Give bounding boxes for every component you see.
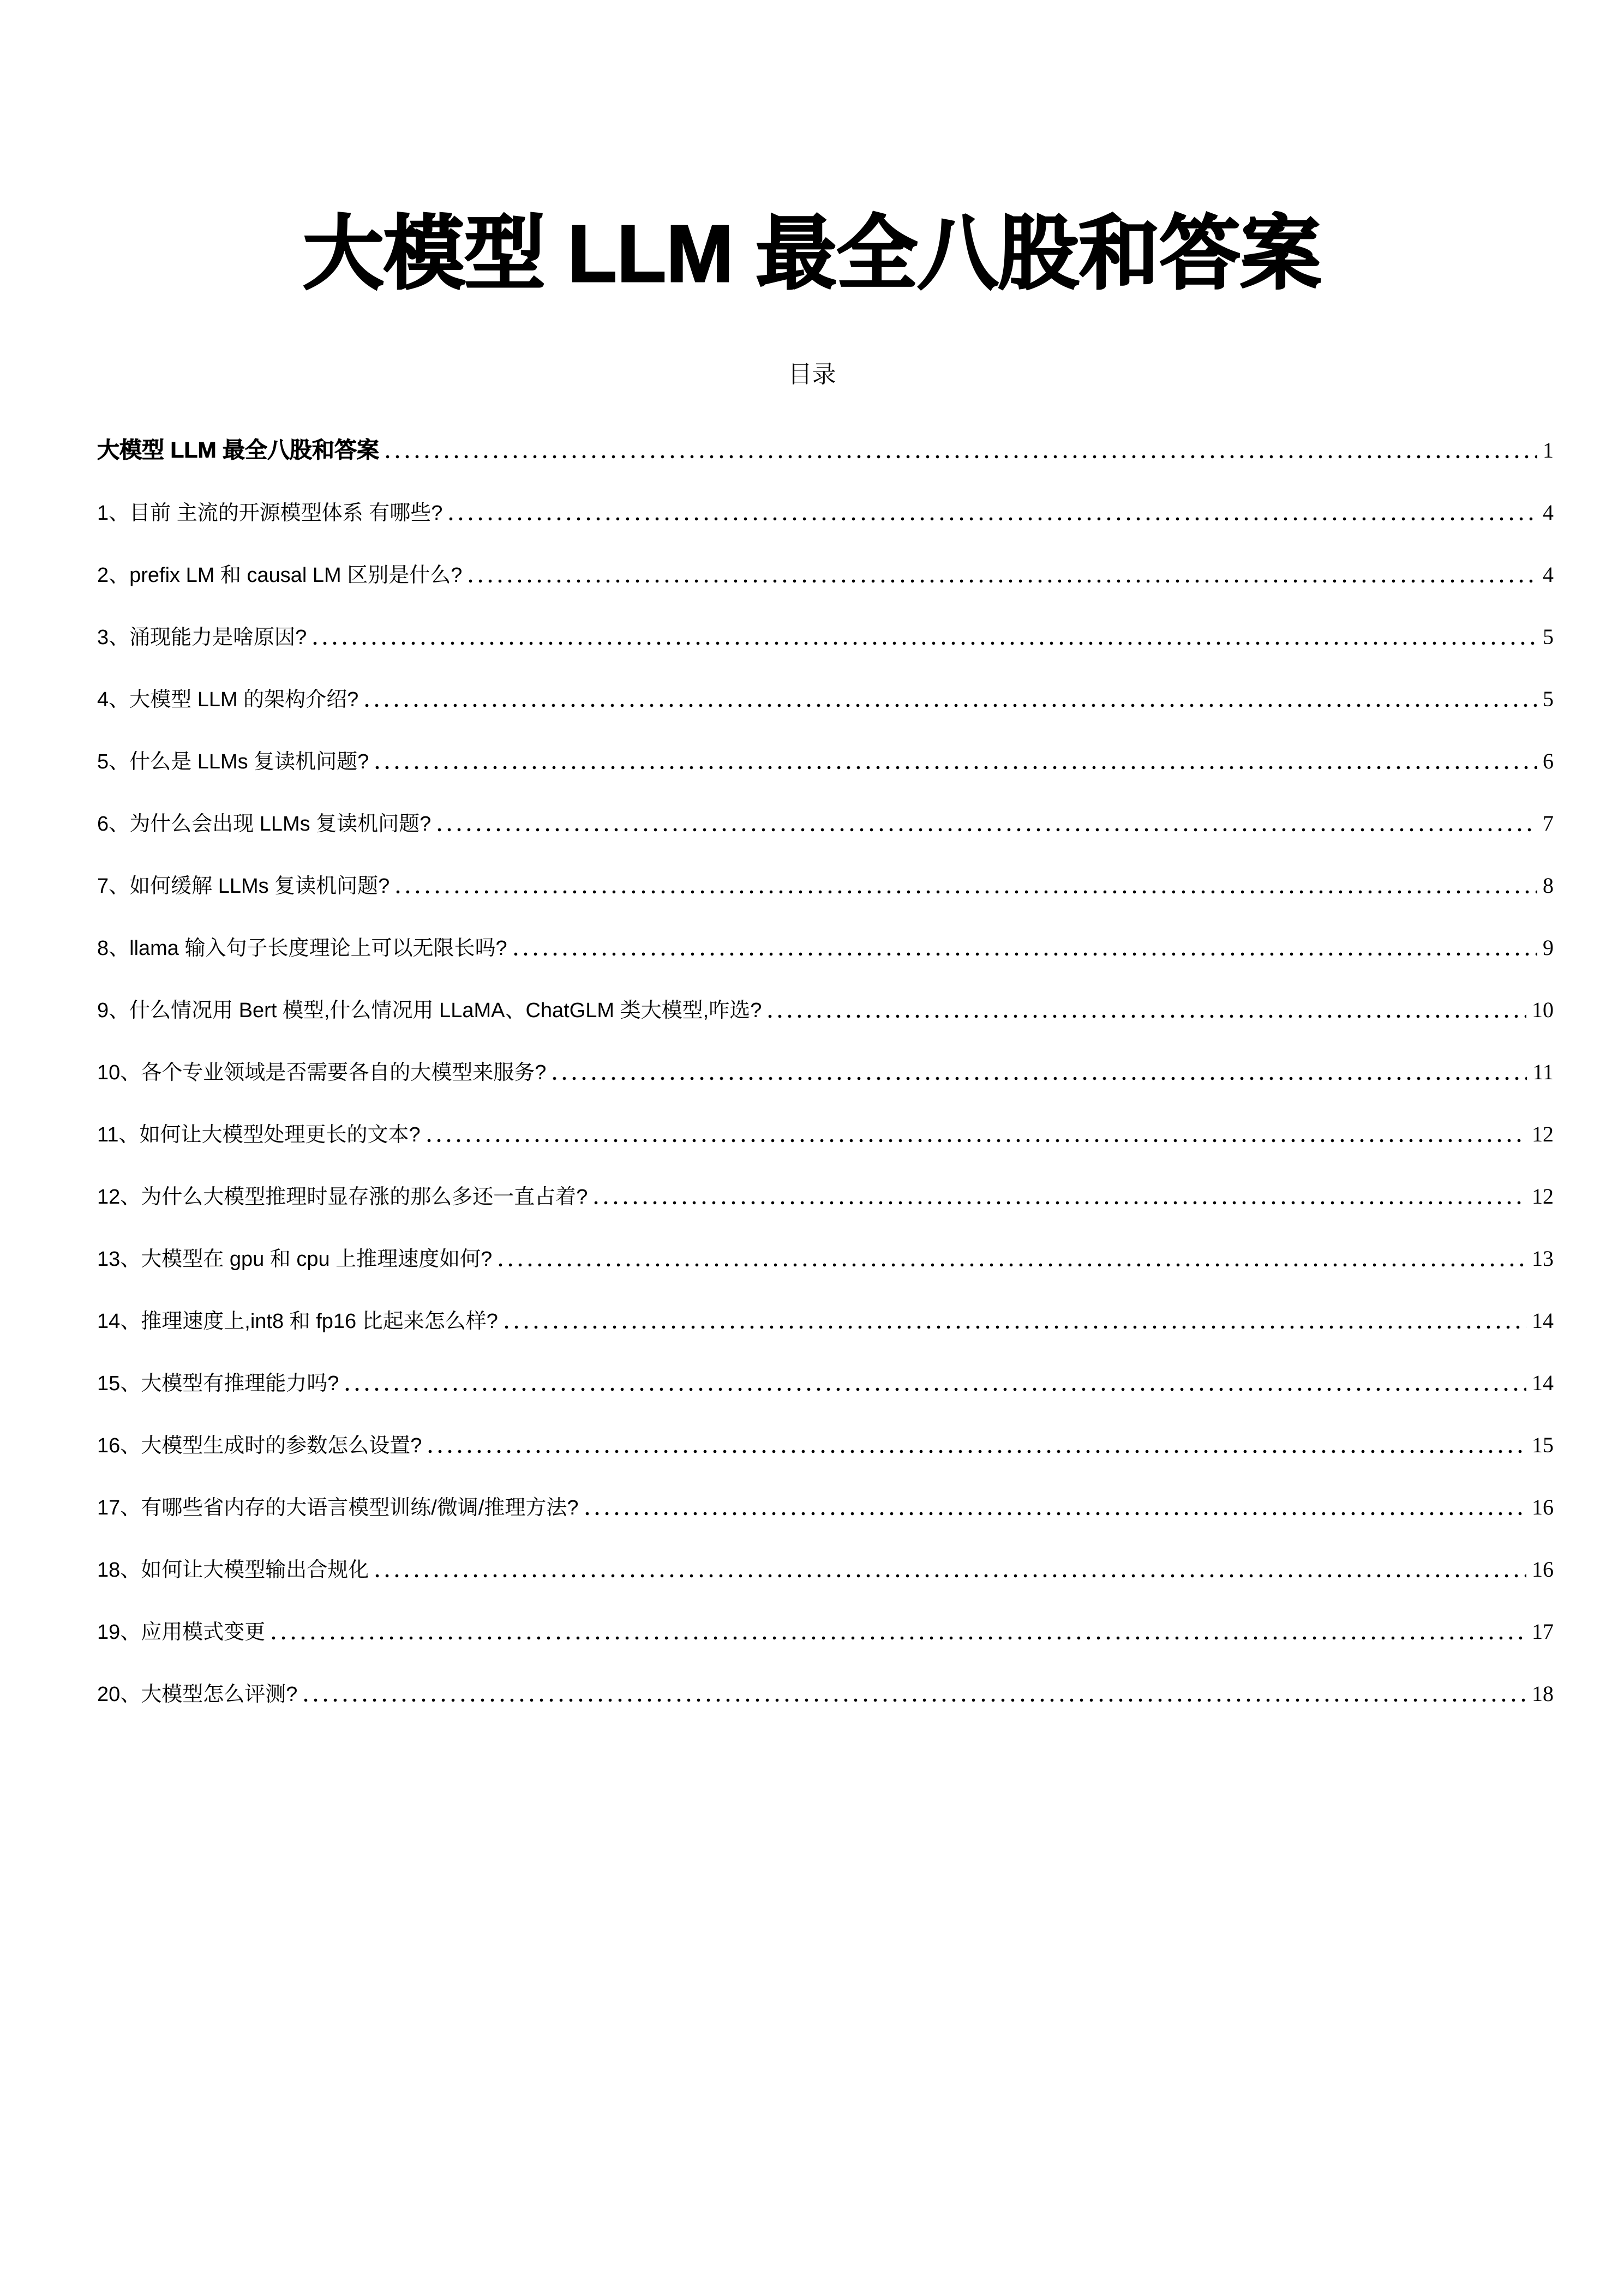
toc-entry-label: 10、各个专业领域是否需要各自的大模型来服务?: [97, 1061, 547, 1084]
toc-entry-label: 15、大模型有推理能力吗?: [97, 1372, 339, 1395]
table-of-contents: [97, 423, 1554, 1729]
toc-entry[interactable]: [97, 858, 1554, 900]
toc-dot-leader: [375, 753, 1537, 773]
toc-dot-leader: [553, 1063, 1527, 1084]
toc-entry-label: 11、如何让大模型处理更长的文本?: [97, 1123, 421, 1146]
toc-dot-leader: [505, 1312, 1526, 1333]
toc-dot-leader: [469, 566, 1537, 587]
toc-dot-leader: [585, 1499, 1526, 1519]
toc-entry[interactable]: [97, 1045, 1554, 1086]
toc-entry[interactable]: [97, 796, 1554, 838]
toc-dot-leader: [499, 1250, 1526, 1271]
toc-entry[interactable]: [97, 1356, 1554, 1397]
toc-dot-leader: [396, 877, 1537, 898]
toc-entry-label: 12、为什么大模型推理时显存涨的那么多还一直占着?: [97, 1186, 588, 1209]
toc-entry-label: 16、大模型生成时的参数怎么设置?: [97, 1434, 422, 1457]
toc-entry-page-number: 5: [1543, 624, 1554, 649]
toc-entry-label: 9、什么情况用 Bert 模型,什么情况用 LLaMA、ChatGLM 类大模型,咋选?: [97, 999, 762, 1022]
toc-entry-label: 3、涌现能力是啥原因?: [97, 626, 307, 649]
toc-entry[interactable]: [97, 672, 1554, 713]
toc-entry-label: 18、如何让大模型输出合规化: [97, 1559, 369, 1582]
toc-entry-label: 2、prefix LM 和 causal LM 区别是什么?: [97, 564, 463, 587]
toc-dot-leader: [449, 504, 1537, 525]
toc-entry[interactable]: [97, 1667, 1554, 1708]
toc-entry[interactable]: [97, 1107, 1554, 1149]
toc-entry-page-number: 8: [1543, 873, 1554, 898]
page-title: 大模型 LLM 最全八股和答案: [303, 209, 1321, 299]
toc-dot-leader: [345, 1374, 1526, 1395]
toc-dot-leader: [514, 939, 1537, 960]
toc-dot-leader: [313, 628, 1537, 649]
toc-entry[interactable]: [97, 485, 1554, 527]
toc-entry[interactable]: [97, 1604, 1554, 1646]
toc-dot-leader: [594, 1188, 1526, 1209]
toc-entry-label: 20、大模型怎么评测?: [97, 1683, 298, 1706]
table-of-contents-heading: 目录: [788, 361, 836, 388]
toc-entry[interactable]: [97, 921, 1554, 962]
toc-entry-label: 17、有哪些省内存的大语言模型训练/微调/推理方法?: [97, 1496, 579, 1519]
toc-entry[interactable]: [97, 1169, 1554, 1211]
toc-dot-leader: [428, 1436, 1526, 1457]
toc-entry[interactable]: [97, 423, 1554, 465]
toc-entry-page-number: 4: [1543, 562, 1554, 587]
toc-entry-page-number: 11: [1532, 1060, 1554, 1084]
toc-entry-label: 1、目前 主流的开源模型体系 有哪些?: [97, 502, 443, 525]
toc-entry-label: 19、应用模式变更: [97, 1621, 266, 1644]
toc-entry-page-number: 14: [1532, 1371, 1554, 1395]
toc-entry[interactable]: [97, 734, 1554, 776]
toc-entry-page-number: 10: [1532, 997, 1554, 1022]
toc-entry[interactable]: [97, 1480, 1554, 1522]
toc-entry-page-number: 9: [1543, 935, 1554, 960]
toc-dot-leader: [272, 1623, 1526, 1644]
toc-entry[interactable]: [97, 1418, 1554, 1459]
toc-entry-label: 8、llama 输入句子长度理论上可以无限长吗?: [97, 937, 507, 960]
toc-entry-page-number: 6: [1543, 749, 1554, 773]
toc-entry[interactable]: [97, 983, 1554, 1024]
toc-dot-leader: [427, 1126, 1526, 1146]
toc-entry-page-number: 1: [1543, 438, 1554, 462]
toc-entry-label: 7、如何缓解 LLMs 复读机问题?: [97, 875, 390, 898]
toc-entry-label: 5、什么是 LLMs 复读机问题?: [97, 750, 369, 773]
toc-entry-page-number: 18: [1532, 1681, 1554, 1706]
toc-entry-label: 13、大模型在 gpu 和 cpu 上推理速度如何?: [97, 1248, 493, 1271]
toc-entry[interactable]: [97, 1542, 1554, 1584]
toc-entry-page-number: 15: [1532, 1433, 1554, 1457]
toc-entry-page-number: 12: [1532, 1184, 1554, 1209]
toc-entry-page-number: 13: [1532, 1246, 1554, 1271]
toc-entry[interactable]: [97, 548, 1554, 589]
toc-entry[interactable]: [97, 1294, 1554, 1335]
toc-dot-leader: [386, 442, 1537, 462]
toc-dot-leader: [365, 690, 1537, 711]
toc-entry-label: 大模型 LLM 最全八股和答案: [97, 437, 380, 462]
toc-entry-page-number: 17: [1532, 1619, 1554, 1644]
toc-entry-page-number: 12: [1532, 1122, 1554, 1146]
toc-dot-leader: [375, 1561, 1526, 1582]
toc-entry-page-number: 7: [1543, 811, 1554, 836]
toc-entry-label: 4、大模型 LLM 的架构介绍?: [97, 688, 359, 711]
toc-dot-leader: [438, 815, 1537, 836]
toc-entry[interactable]: [97, 610, 1554, 651]
toc-entry-page-number: 16: [1532, 1557, 1554, 1582]
toc-entry-page-number: 16: [1532, 1495, 1554, 1519]
toc-entry-page-number: 5: [1543, 687, 1554, 711]
toc-entry-page-number: 4: [1543, 500, 1554, 525]
toc-dot-leader: [304, 1685, 1526, 1706]
toc-entry-page-number: 14: [1532, 1308, 1554, 1333]
toc-entry[interactable]: [97, 1231, 1554, 1273]
toc-entry-label: 6、为什么会出现 LLMs 复读机问题?: [97, 813, 432, 836]
toc-entry-label: 14、推理速度上,int8 和 fp16 比起来怎么样?: [97, 1310, 498, 1333]
toc-dot-leader: [768, 1001, 1526, 1022]
